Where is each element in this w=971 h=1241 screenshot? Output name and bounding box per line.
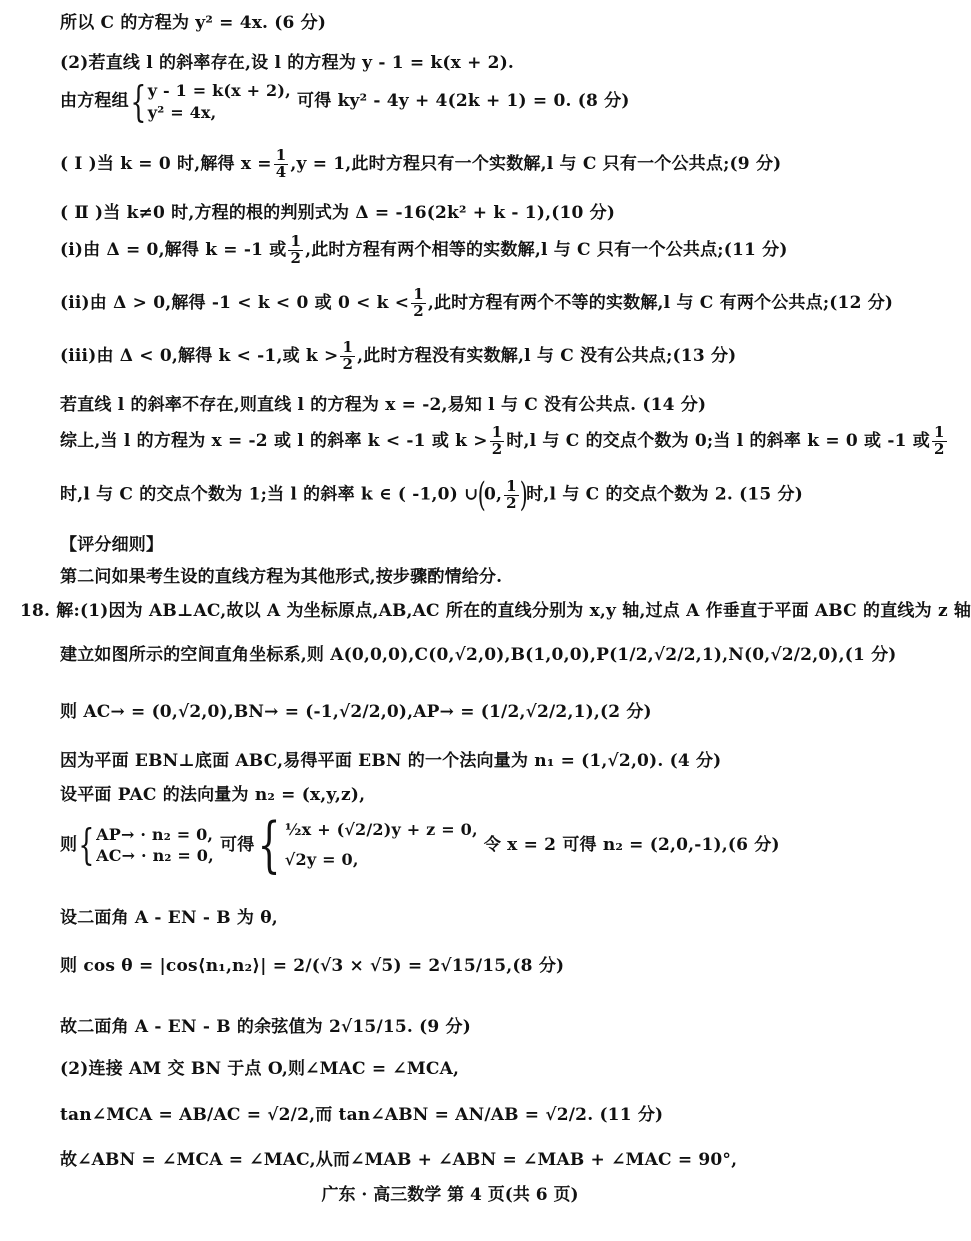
- numerator: 1: [413, 285, 424, 303]
- denominator: 2: [933, 439, 945, 458]
- sys-row: ½x + (√2/2)y + z = 0,: [284, 820, 478, 839]
- text-line: ( Ⅱ )当 k≠0 时,方程的根的判别式为 Δ = -16(2k² + k - 1),(10 分): [60, 203, 616, 223]
- text: (iii)由 Δ < 0,解得 k < -1,或 k >: [60, 345, 339, 366]
- sys-row: y - 1 = k(x + 2),: [147, 81, 291, 100]
- numerator: 1: [933, 423, 945, 441]
- text-line: 设平面 PAC 的法向量为 n₂ = (x,y,z),: [60, 785, 366, 805]
- text-line: [60, 340, 736, 373]
- text-line: 故∠ABN = ∠MCA = ∠MAC,从而∠MAB + ∠ABN = ∠MAB + ∠MAC = 90°,: [60, 1150, 738, 1170]
- text: 令 x = 2 可得 n₂ = (2,0,-1),(6 分): [483, 834, 780, 855]
- numerator: 1: [491, 423, 503, 441]
- text: ,此时方程没有实数解,l 与 C 没有公共点;(13 分): [357, 345, 737, 366]
- denominator: 2: [342, 354, 354, 373]
- brace: {: [130, 76, 147, 126]
- text: (ii)由 Δ > 0,解得 -1 < k < 0 或 0 < k <: [60, 292, 410, 313]
- text-line: 则 AC→ = (0,√2,0),BN→ = (-1,√2/2,0),AP→ = (1/2,√2/2,1),(2 分): [60, 702, 652, 722]
- numerator: 1: [275, 146, 287, 164]
- equation-system-line: [60, 810, 780, 881]
- text-line: [60, 287, 893, 320]
- brace: {: [258, 810, 282, 881]
- fraction: [504, 476, 519, 512]
- fraction: [274, 148, 289, 181]
- system: [285, 815, 478, 876]
- fraction: [411, 287, 426, 320]
- text: 时,l 与 C 的交点个数为 0;当 l 的斜率 k = 0 或 -1 或: [506, 430, 930, 451]
- text-line: 因为平面 EBN⊥底面 ABC,易得平面 EBN 的一个法向量为 n₁ = (1,√2,0). (4 分): [60, 751, 722, 771]
- text: ,此时方程有两个不等的实数解,l 与 C 有两个公共点;(12 分): [427, 292, 894, 313]
- fraction: [288, 234, 303, 267]
- sys-row: y² = 4x,: [147, 102, 217, 122]
- text: 可得 ky² - 4y + 4(2k + 1) = 0. (8 分): [297, 91, 630, 112]
- text: 时,l 与 C 的交点个数为 1;当 l 的斜率 k ∈ ( -1,0) ∪: [60, 484, 479, 505]
- numerator: 1: [342, 338, 354, 356]
- brace: {: [78, 820, 95, 870]
- text: (i)由 Δ = 0,解得 k = -1 或: [60, 239, 287, 260]
- sys-row: AC→ · n₂ = 0,: [96, 846, 214, 866]
- denominator: 2: [506, 493, 517, 512]
- fraction: [490, 425, 505, 458]
- text-line: (2)连接 AM 交 BN 于点 O,则∠MAC = ∠MCA,: [60, 1059, 460, 1079]
- page-footer: 广东 · 高三数学 第 4 页(共 6 页): [321, 1185, 579, 1205]
- text: ( Ⅰ )当 k = 0 时,解得 x =: [60, 153, 272, 174]
- fraction: [340, 340, 355, 373]
- section-heading: 【评分细则】: [60, 535, 164, 555]
- text: 则: [60, 834, 78, 855]
- sys-row: AP→ · n₂ = 0,: [96, 824, 214, 844]
- text: ,y = 1,此时方程只有一个实数解,l 与 C 只有一个公共点;(9 分): [290, 153, 782, 174]
- paren: ): [519, 475, 528, 515]
- denominator: 2: [413, 301, 424, 320]
- text: 可得: [220, 834, 255, 855]
- text: 由方程组: [60, 91, 129, 112]
- problem-start: 18. 解:(1)因为 AB⊥AC,故以 A 为坐标原点,AB,AC 所在的直线分别为 x,y 轴,过点 A 作垂直于平面 ABC 的直线为 z 轴: [20, 601, 971, 621]
- numerator: 1: [506, 476, 517, 495]
- system: [148, 80, 291, 123]
- text-line: [60, 148, 781, 181]
- text-line: 若直线 l 的斜率不存在,则直线 l 的方程为 x = -2,易知 l 与 C 没有公共点. (14 分): [60, 395, 707, 415]
- sys-row: √2y = 0,: [284, 850, 359, 870]
- equation-system-line: [60, 76, 630, 126]
- text: 0,: [483, 484, 503, 505]
- text: 综上,当 l 的方程为 x = -2 或 l 的斜率 k < -1 或 k >: [60, 430, 488, 451]
- denominator: 2: [491, 439, 503, 458]
- denominator: 4: [275, 162, 287, 181]
- text-line: 第二问如果考生设的直线方程为其他形式,按步骤酌情给分.: [60, 567, 503, 587]
- text-line: 则 cos θ = |cos⟨n₁,n₂⟩| = 2/(√3 × √5) = 2√15/15,(8 分): [60, 956, 565, 976]
- text-line: (2)若直线 l 的斜率存在,设 l 的方程为 y - 1 = k(x + 2).: [60, 53, 515, 73]
- text-line: [60, 425, 949, 458]
- text-line: [60, 234, 788, 267]
- text: 时,l 与 C 的交点个数为 2. (15 分): [526, 484, 803, 505]
- text: ,此时方程有两个相等的实数解,l 与 C 只有一个公共点;(11 分): [305, 239, 788, 260]
- paren: (: [477, 475, 486, 515]
- denominator: 2: [290, 248, 302, 267]
- numerator: 1: [290, 232, 302, 250]
- text-line: 所以 C 的方程为 y² = 4x. (6 分): [60, 13, 327, 33]
- text-line: 设二面角 A - EN - B 为 θ,: [60, 908, 278, 928]
- text-line: 建立如图所示的空间直角坐标系,则 A(0,0,0),C(0,√2,0),B(1,0,0),P(1/2,√2/2,1),N(0,√2/2,0),(1 分): [60, 645, 897, 665]
- text-line: 故二面角 A - EN - B 的余弦值为 2√15/15. (9 分): [60, 1017, 471, 1037]
- text-line: tan∠MCA = AB/AC = √2/2,而 tan∠ABN = AN/AB = √2/2. (11 分): [60, 1105, 664, 1125]
- system: [96, 824, 214, 867]
- fraction: [932, 425, 947, 458]
- text-line: [60, 475, 803, 515]
